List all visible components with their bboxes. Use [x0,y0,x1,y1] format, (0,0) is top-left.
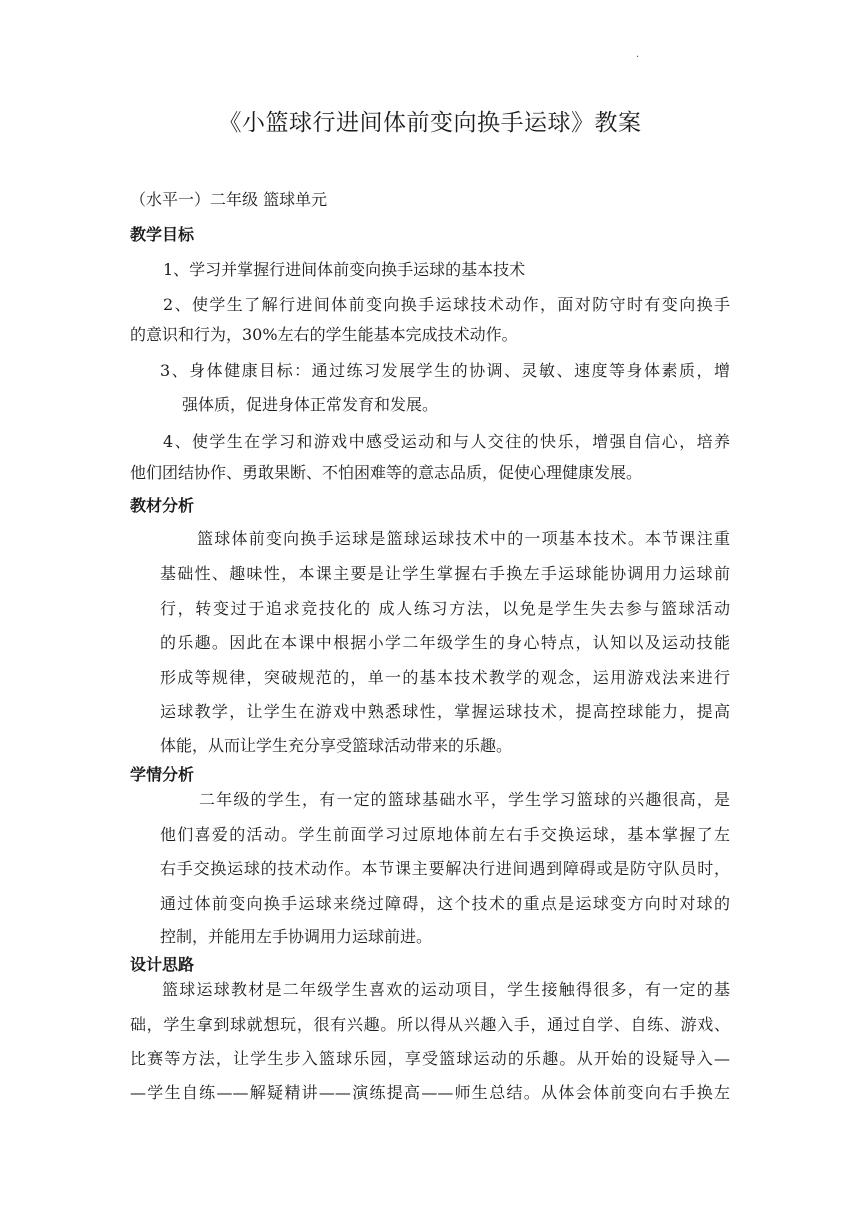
goals-line: 4、使学生在学习和游戏中感受运动和与人交往的快乐，增强自信心，培养 [163,432,730,451]
material-line: 形成等规律，突破规范的，单一的基本技术教学的观念，运用游戏法来进行 [160,668,730,687]
material-line: 的乐趣。因此在本课中根据小学二年级学生的身心特点，认知以及运动技能 [160,633,730,652]
material-line: 行，转变过于追求竞技化的 成人练习方法，以免是学生失去参与篮球活动 [160,599,730,618]
students-line: 二年级的学生，有一定的篮球基础水平，学生学习篮球的兴趣很高，是 [199,790,730,809]
page-mark: · [636,52,640,63]
material-line: 篮球体前变向换手运球是篮球运球技术中的一项基本技术。本节课注重 [197,529,730,548]
design-line: 比赛等方法，让学生步入篮球乐园，享受篮球运动的乐趣。从开始的设疑导入— [130,1049,730,1068]
material-line: 基础性、趣味性，本课主要是让学生掌握右手换左手运球能协调用力运球前 [160,564,730,583]
goals-line: 3、身体健康目标：通过练习发展学生的协调、灵敏、速度等身体素质，增 [160,361,730,380]
section-heading-goals: 教学目标 [130,225,195,244]
goals-line: 2、使学生了解行进间体前变向换手运球技术动作，面对防守时有变向换手 [163,295,730,314]
students-line: 通过体前变向换手运球来绕过障碍，这个技术的重点是运球变方向时对球的 [160,894,730,913]
document-subtitle: （水平一）二年级 篮球单元 [130,190,328,209]
students-line: 右手交换运球的技术动作。本节课主要解决行进间遇到障碍或是防守队员时， [160,859,730,878]
material-line: 运球教学，让学生在游戏中熟悉球性，掌握运球技术，提高控球能力，提高 [160,702,730,721]
design-line: 础，学生拿到球就想玩，很有兴趣。所以得从兴趣入手，通过自学、自练、游戏、 [130,1015,730,1034]
design-line: 篮球运球教材是二年级学生喜欢的运动项目，学生接触得很多，有一定的基 [162,980,730,999]
section-heading-design: 设计思路 [130,955,195,974]
goals-line: 的意识和行为，30%左右的学生能基本完成技术动作。 [130,325,518,344]
students-line: 控制，并能用左手协调用力运球前进。 [160,927,433,946]
section-heading-students: 学情分析 [130,765,195,784]
students-line: 他们喜爱的活动。学生前面学习过原地体前左右手交换运球，基本掌握了左 [160,825,730,844]
document-title: 《小篮球行进间体前变向换手运球》教案 [218,110,642,136]
material-line: 体能，从而让学生充分享受篮球活动带来的乐趣。 [160,736,513,755]
design-line: —学生自练——解疑精讲——演练提高——师生总结。从体会体前变向右手换左 [130,1083,730,1102]
goals-line: 他们团结协作、勇敢果断、不怕困难等的意志品质，促使心理健康发展。 [130,463,643,482]
section-heading-material: 教材分析 [130,496,195,515]
goals-line: 1、学习并掌握行进间体前变向换手运球的基本技术 [163,260,526,279]
goals-line: 强体质，促进身体正常发育和发展。 [182,395,439,414]
